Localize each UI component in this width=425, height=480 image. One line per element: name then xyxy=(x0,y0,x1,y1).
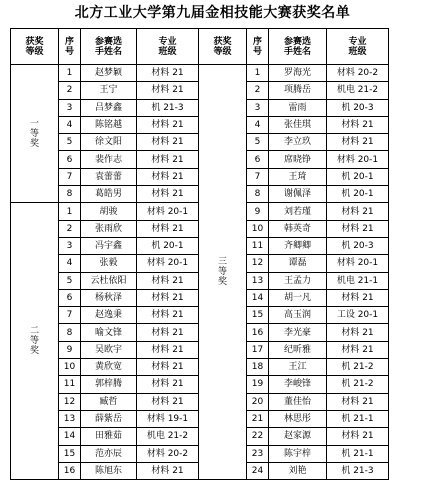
class-cell: 机 20-1 xyxy=(137,237,199,254)
header-row xyxy=(11,29,389,65)
class-cell: 材料 21 xyxy=(137,151,199,168)
class-cell: 机 21-2 xyxy=(327,359,389,376)
name-cell: 席晓铮 xyxy=(269,151,327,168)
class-cell: 机 20-3 xyxy=(327,237,389,254)
class-cell: 材料 20-1 xyxy=(137,255,199,272)
seq-cell: 6 xyxy=(247,151,269,168)
name-cell: 王宁 xyxy=(81,82,137,99)
class-cell: 材料 21 xyxy=(327,289,389,306)
name-cell: 赵梦颖 xyxy=(81,65,137,82)
seq-cell: 4 xyxy=(59,116,81,133)
name-cell: 范亦辰 xyxy=(81,445,137,462)
name-cell: 谢佩泽 xyxy=(269,186,327,203)
header-class-left: 专业 班级 xyxy=(137,29,199,65)
table-row xyxy=(11,65,389,82)
seq-cell: 7 xyxy=(59,307,81,324)
name-cell: 云杜依阳 xyxy=(81,272,137,289)
seq-cell: 1 xyxy=(59,203,81,220)
seq-cell: 10 xyxy=(59,359,81,376)
class-cell: 材料 20-1 xyxy=(327,255,389,272)
class-cell: 材料 20-1 xyxy=(327,151,389,168)
class-cell: 材料 21 xyxy=(137,462,199,479)
seq-cell: 21 xyxy=(247,410,269,427)
seq-cell: 10 xyxy=(247,220,269,237)
header-class-right: 专业 班级 xyxy=(327,29,389,65)
name-cell: 吕梦鑫 xyxy=(81,99,137,116)
header-seq-right: 序 号 xyxy=(247,29,269,65)
header-seq-left: 序 号 xyxy=(59,29,81,65)
name-cell: 刘艳 xyxy=(269,462,327,479)
class-cell: 机 21-2 xyxy=(327,376,389,393)
name-cell: 臧哲 xyxy=(81,393,137,410)
class-cell: 材料 21 xyxy=(137,341,199,358)
class-cell: 材料 21 xyxy=(137,134,199,151)
class-cell: 机 21-1 xyxy=(327,410,389,427)
seq-cell: 17 xyxy=(247,341,269,358)
class-cell: 材料 21 xyxy=(137,324,199,341)
header-grade-left: 获奖 等级 xyxy=(11,29,59,65)
name-cell: 赵家源 xyxy=(269,428,327,445)
name-cell: 陈宇梓 xyxy=(269,445,327,462)
class-cell: 材料 21 xyxy=(137,289,199,306)
name-cell: 胡骏 xyxy=(81,203,137,220)
name-cell: 王琦 xyxy=(269,168,327,185)
seq-cell: 8 xyxy=(59,186,81,203)
seq-cell: 2 xyxy=(247,82,269,99)
seq-cell: 13 xyxy=(59,410,81,427)
seq-cell: 11 xyxy=(247,237,269,254)
name-cell: 胡一凡 xyxy=(269,289,327,306)
seq-cell: 24 xyxy=(247,462,269,479)
name-cell: 李峻锋 xyxy=(269,376,327,393)
seq-cell: 1 xyxy=(59,65,81,82)
class-cell: 材料 21 xyxy=(327,393,389,410)
name-cell: 李光豪 xyxy=(269,324,327,341)
grade-third-prize: 三 等 奖 xyxy=(199,65,247,480)
name-cell: 陈铭越 xyxy=(81,116,137,133)
document-title: 北方工业大学第九届金相技能大赛获奖名单 xyxy=(74,5,351,21)
class-cell: 机 20-3 xyxy=(327,99,389,116)
name-cell: 徐文阳 xyxy=(81,134,137,151)
name-cell: 袁蕾蕾 xyxy=(81,168,137,185)
class-cell: 材料 21 xyxy=(327,220,389,237)
seq-cell: 5 xyxy=(247,134,269,151)
class-cell: 材料 21 xyxy=(137,393,199,410)
class-cell: 材料 21 xyxy=(137,82,199,99)
name-cell: 刘若瑾 xyxy=(269,203,327,220)
class-cell: 材料 20-1 xyxy=(137,203,199,220)
class-cell: 材料 21 xyxy=(327,428,389,445)
seq-cell: 4 xyxy=(247,116,269,133)
seq-cell: 6 xyxy=(59,151,81,168)
seq-cell: 22 xyxy=(247,428,269,445)
name-cell: 吴欧宇 xyxy=(81,341,137,358)
name-cell: 雷雨 xyxy=(269,99,327,116)
seq-cell: 2 xyxy=(59,220,81,237)
name-cell: 谭磊 xyxy=(269,255,327,272)
seq-cell: 16 xyxy=(247,324,269,341)
class-cell: 材料 21 xyxy=(137,220,199,237)
class-cell: 材料 21 xyxy=(137,65,199,82)
class-cell: 材料 21 xyxy=(327,324,389,341)
name-cell: 喻文锋 xyxy=(81,324,137,341)
name-cell: 张毅 xyxy=(81,255,137,272)
seq-cell: 8 xyxy=(247,186,269,203)
seq-cell: 7 xyxy=(247,168,269,185)
header-name-right: 参赛选 手姓名 xyxy=(269,29,327,65)
class-cell: 材料 21 xyxy=(137,168,199,185)
seq-cell: 12 xyxy=(59,393,81,410)
class-cell: 材料 21 xyxy=(327,203,389,220)
name-cell: 裴作志 xyxy=(81,151,137,168)
name-cell: 葛皓男 xyxy=(81,186,137,203)
seq-cell: 1 xyxy=(247,65,269,82)
seq-cell: 3 xyxy=(247,99,269,116)
class-cell: 机 21-3 xyxy=(327,462,389,479)
seq-cell: 13 xyxy=(247,272,269,289)
class-cell: 材料 21 xyxy=(137,116,199,133)
seq-cell: 9 xyxy=(59,341,81,358)
class-cell: 材料 21 xyxy=(327,116,389,133)
class-cell: 材料 21 xyxy=(137,307,199,324)
class-cell: 工设 20-1 xyxy=(327,307,389,324)
name-cell: 田雅茹 xyxy=(81,428,137,445)
seq-cell: 20 xyxy=(247,393,269,410)
class-cell: 材料 21 xyxy=(137,272,199,289)
class-cell: 机电 21-1 xyxy=(327,272,389,289)
class-cell: 材料 21 xyxy=(327,341,389,358)
seq-cell: 8 xyxy=(59,324,81,341)
class-cell: 材料 21 xyxy=(137,359,199,376)
name-cell: 齐卿卿 xyxy=(269,237,327,254)
seq-cell: 12 xyxy=(247,255,269,272)
name-cell: 赵逸秉 xyxy=(81,307,137,324)
class-cell: 材料 20-2 xyxy=(137,445,199,462)
seq-cell: 19 xyxy=(247,376,269,393)
seq-cell: 14 xyxy=(247,289,269,306)
seq-cell: 15 xyxy=(59,445,81,462)
header-grade-right: 获奖 等级 xyxy=(199,29,247,65)
name-cell: 杨秋泽 xyxy=(81,289,137,306)
class-cell: 机电 21-2 xyxy=(137,428,199,445)
name-cell: 纪昕雅 xyxy=(269,341,327,358)
name-cell: 陈旭东 xyxy=(81,462,137,479)
seq-cell: 7 xyxy=(59,168,81,185)
class-cell: 材料 21 xyxy=(137,186,199,203)
award-table xyxy=(10,28,389,480)
seq-cell: 3 xyxy=(59,99,81,116)
header-name-left: 参赛选 手姓名 xyxy=(81,29,137,65)
name-cell: 郭梓腾 xyxy=(81,376,137,393)
seq-cell: 11 xyxy=(59,376,81,393)
name-cell: 项腾岳 xyxy=(269,82,327,99)
grade-second-prize: 二 等 奖 xyxy=(11,203,59,480)
class-cell: 机 20-1 xyxy=(327,168,389,185)
seq-cell: 18 xyxy=(247,359,269,376)
class-cell: 机 20-1 xyxy=(327,186,389,203)
seq-cell: 5 xyxy=(59,272,81,289)
class-cell: 材料 21 xyxy=(327,134,389,151)
name-cell: 林思彤 xyxy=(269,410,327,427)
seq-cell: 9 xyxy=(247,203,269,220)
name-cell: 张佳琪 xyxy=(269,116,327,133)
name-cell: 李立玖 xyxy=(269,134,327,151)
class-cell: 材料 19-1 xyxy=(137,410,199,427)
class-cell: 机电 21-2 xyxy=(327,82,389,99)
grade-first-prize: 一 等 奖 xyxy=(11,65,59,203)
name-cell: 高玉润 xyxy=(269,307,327,324)
seq-cell: 3 xyxy=(59,237,81,254)
seq-cell: 2 xyxy=(59,82,81,99)
name-cell: 韩英奇 xyxy=(269,220,327,237)
seq-cell: 16 xyxy=(59,462,81,479)
seq-cell: 14 xyxy=(59,428,81,445)
seq-cell: 23 xyxy=(247,445,269,462)
seq-cell: 5 xyxy=(59,134,81,151)
name-cell: 黄欣宽 xyxy=(81,359,137,376)
name-cell: 董佳怡 xyxy=(269,393,327,410)
name-cell: 冯宇鑫 xyxy=(81,237,137,254)
name-cell: 王江 xyxy=(269,359,327,376)
name-cell: 王孟力 xyxy=(269,272,327,289)
name-cell: 罗海光 xyxy=(269,65,327,82)
seq-cell: 4 xyxy=(59,255,81,272)
class-cell: 材料 20-2 xyxy=(327,65,389,82)
class-cell: 材料 21 xyxy=(137,376,199,393)
class-cell: 机 21-3 xyxy=(137,99,199,116)
class-cell: 机 21-1 xyxy=(327,445,389,462)
name-cell: 张雨欣 xyxy=(81,220,137,237)
seq-cell: 6 xyxy=(59,289,81,306)
seq-cell: 15 xyxy=(247,307,269,324)
name-cell: 薛紫岳 xyxy=(81,410,137,427)
